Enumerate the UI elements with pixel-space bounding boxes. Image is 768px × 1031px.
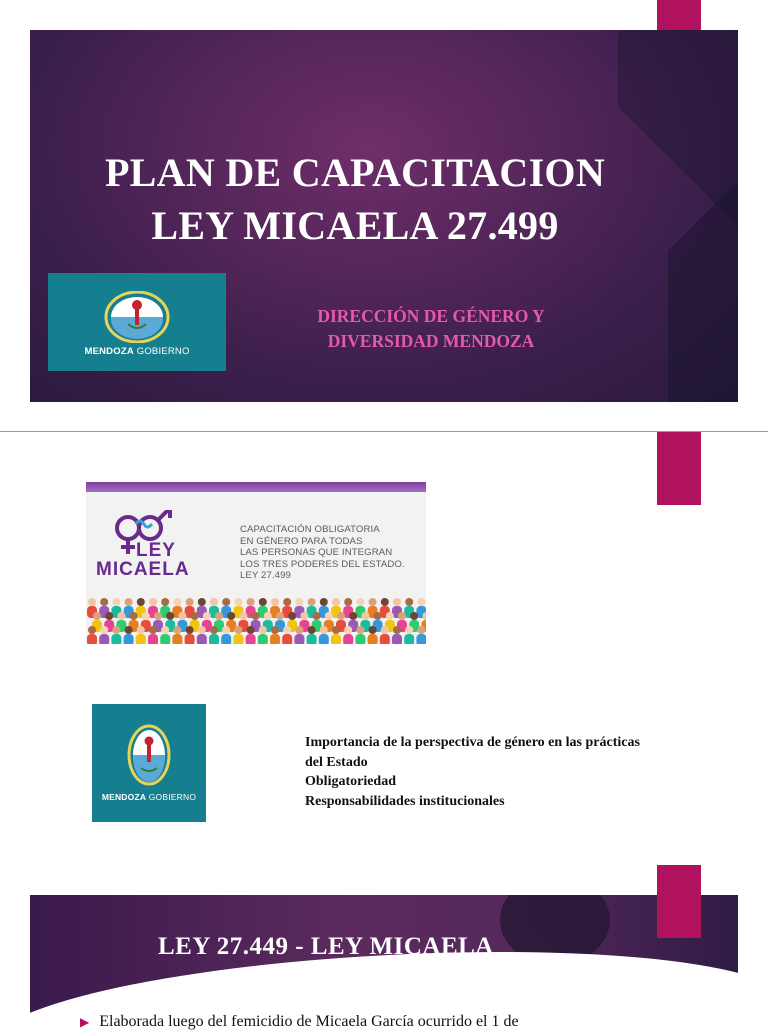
- person-figure: [234, 626, 242, 634]
- person-figure: [154, 612, 162, 620]
- bullet-arrow-icon: ▶: [80, 1015, 90, 1029]
- person-figure: [307, 634, 317, 644]
- person-figure: [160, 634, 170, 644]
- person-figure: [239, 612, 247, 620]
- mendoza-logo: [92, 704, 206, 822]
- slide-ley-micaela: [30, 895, 738, 1024]
- person-figure: [173, 626, 181, 634]
- logo-brand-bold: MENDOZA: [84, 346, 134, 357]
- person-figure: [259, 598, 267, 606]
- person-figure: [417, 626, 425, 634]
- ley-micaela-banner: [86, 482, 426, 644]
- person-figure: [300, 612, 308, 620]
- person-figure: [142, 612, 150, 620]
- person-figure: [392, 634, 402, 644]
- person-figure: [198, 598, 206, 606]
- person-figure: [136, 634, 146, 644]
- person-figure: [405, 598, 413, 606]
- person-figure: [215, 612, 223, 620]
- person-figure: [264, 612, 272, 620]
- person-figure: [137, 626, 145, 634]
- person-figure: [416, 634, 426, 644]
- person-figure: [210, 598, 218, 606]
- person-figure: [252, 612, 260, 620]
- person-figure: [247, 626, 255, 634]
- person-figure: [320, 598, 328, 606]
- person-figure: [259, 626, 267, 634]
- person-figure: [325, 612, 333, 620]
- person-figure: [308, 626, 316, 634]
- topics-list: [305, 733, 645, 811]
- slide-subtitle: [275, 304, 587, 354]
- person-figure: [203, 612, 211, 620]
- person-figure: [398, 612, 406, 620]
- person-figure: [369, 626, 377, 634]
- logo-brand-light: GOBIERNO: [136, 346, 190, 357]
- subtitle-line-2: DIVERSIDAD MENDOZA: [327, 331, 535, 351]
- person-figure: [172, 634, 182, 644]
- slide-title-heading: [60, 146, 650, 252]
- person-figure: [100, 598, 108, 606]
- person-figure: [332, 626, 340, 634]
- banner-top-strip: [86, 482, 426, 492]
- person-figure: [405, 626, 413, 634]
- person-figure: [283, 626, 291, 634]
- banner-description: [240, 524, 424, 582]
- person-figure: [105, 612, 113, 620]
- person-figure: [125, 598, 133, 606]
- subtitle-line-1: DIRECCIÓN DE GÉNERO Y: [317, 306, 545, 326]
- person-figure: [209, 634, 219, 644]
- slide-heading: LEY 27.449 - LEY MICAELA: [158, 933, 494, 960]
- person-figure: [368, 634, 378, 644]
- person-figure: [117, 612, 125, 620]
- person-figure: [369, 598, 377, 606]
- person-figure: [380, 634, 390, 644]
- person-figure: [271, 598, 279, 606]
- person-figure: [222, 626, 230, 634]
- logo-brand-bold: MENDOZA: [101, 792, 147, 802]
- person-figure: [343, 634, 353, 644]
- topic-item: Importancia de la perspectiva de género en las prácticas del Estado: [305, 735, 640, 770]
- person-figure: [173, 598, 181, 606]
- person-figure: [344, 598, 352, 606]
- person-figure: [308, 598, 316, 606]
- person-figure: [374, 612, 382, 620]
- person-figure: [124, 634, 134, 644]
- bullet-text: Elaborada luego del femicidio de Micaela García ocurrido el 1 de: [99, 1013, 519, 1030]
- person-figure: [221, 634, 231, 644]
- person-figure: [258, 634, 268, 644]
- person-figure: [137, 598, 145, 606]
- topic-item: Responsabilidades institucionales: [305, 793, 505, 809]
- person-figure: [161, 598, 169, 606]
- person-figure: [356, 626, 364, 634]
- banner-ley-text: LEY: [136, 540, 176, 561]
- person-figure: [319, 634, 329, 644]
- person-figure: [100, 626, 108, 634]
- person-figure: [227, 612, 235, 620]
- person-figure: [198, 626, 206, 634]
- coat-of-arms-icon: [104, 291, 170, 343]
- person-figure: [99, 634, 109, 644]
- person-figure: [130, 612, 138, 620]
- person-figure: [320, 626, 328, 634]
- bullet-item: [80, 1013, 760, 1031]
- person-figure: [210, 626, 218, 634]
- person-figure: [356, 598, 364, 606]
- person-figure: [197, 634, 207, 644]
- banner-line: LAS PERSONAS QUE INTEGRAN: [240, 547, 393, 559]
- accent-tab: [657, 865, 701, 938]
- title-line-2: LEY MICAELA 27.499: [151, 203, 559, 248]
- person-figure: [381, 598, 389, 606]
- person-figure: [186, 598, 194, 606]
- person-figure: [295, 626, 303, 634]
- person-figure: [331, 634, 341, 644]
- page-divider: [0, 431, 768, 432]
- banner-micaela-text: MICAELA: [96, 559, 190, 580]
- person-figure: [349, 612, 357, 620]
- person-figure: [149, 626, 157, 634]
- banner-line: CAPACITACIÓN OBLIGATORIA: [240, 524, 380, 535]
- person-figure: [276, 612, 284, 620]
- coat-of-arms-icon: [127, 724, 171, 786]
- person-figure: [404, 634, 414, 644]
- person-figure: [381, 626, 389, 634]
- accent-tab: [657, 432, 701, 505]
- person-figure: [313, 612, 321, 620]
- person-figure: [247, 598, 255, 606]
- person-figure: [112, 598, 120, 606]
- person-figure: [288, 612, 296, 620]
- person-figure: [332, 598, 340, 606]
- person-figure: [417, 598, 425, 606]
- person-figure: [233, 634, 243, 644]
- person-figure: [191, 612, 199, 620]
- person-figure: [337, 612, 345, 620]
- topic-item: Obligatoriedad: [305, 774, 397, 789]
- person-figure: [185, 634, 195, 644]
- person-figure: [294, 634, 304, 644]
- person-figure: [234, 598, 242, 606]
- person-figure: [222, 598, 230, 606]
- person-figure: [93, 612, 101, 620]
- person-figure: [355, 634, 365, 644]
- person-figure: [386, 612, 394, 620]
- person-figure: [161, 626, 169, 634]
- person-figure: [186, 626, 194, 634]
- person-figure: [88, 598, 96, 606]
- person-figure: [87, 634, 97, 644]
- person-figure: [246, 634, 256, 644]
- mendoza-logo: [48, 273, 226, 371]
- crowd-illustration: [86, 594, 426, 644]
- banner-line: EN GÉNERO PARA TODAS: [240, 535, 363, 547]
- person-figure: [393, 598, 401, 606]
- logo-wordmark: [92, 792, 206, 802]
- person-figure: [344, 626, 352, 634]
- banner-line: LEY 27.499: [240, 570, 291, 582]
- person-figure: [361, 612, 369, 620]
- person-figure: [125, 626, 133, 634]
- banner-line: LOS TRES PODERES DEL ESTADO.: [240, 558, 405, 570]
- person-figure: [178, 612, 186, 620]
- person-figure: [270, 634, 280, 644]
- person-figure: [295, 598, 303, 606]
- person-figure: [88, 626, 96, 634]
- logo-wordmark: [48, 346, 226, 357]
- logo-brand-light: GOBIERNO: [148, 792, 197, 802]
- person-figure: [283, 598, 291, 606]
- person-figure: [166, 612, 174, 620]
- person-figure: [111, 634, 121, 644]
- person-figure: [149, 598, 157, 606]
- person-figure: [410, 612, 418, 620]
- person-figure: [282, 634, 292, 644]
- person-figure: [393, 626, 401, 634]
- person-figure: [271, 626, 279, 634]
- person-figure: [112, 626, 120, 634]
- person-figure: [148, 634, 158, 644]
- title-line-1: PLAN DE CAPACITACION: [104, 150, 606, 195]
